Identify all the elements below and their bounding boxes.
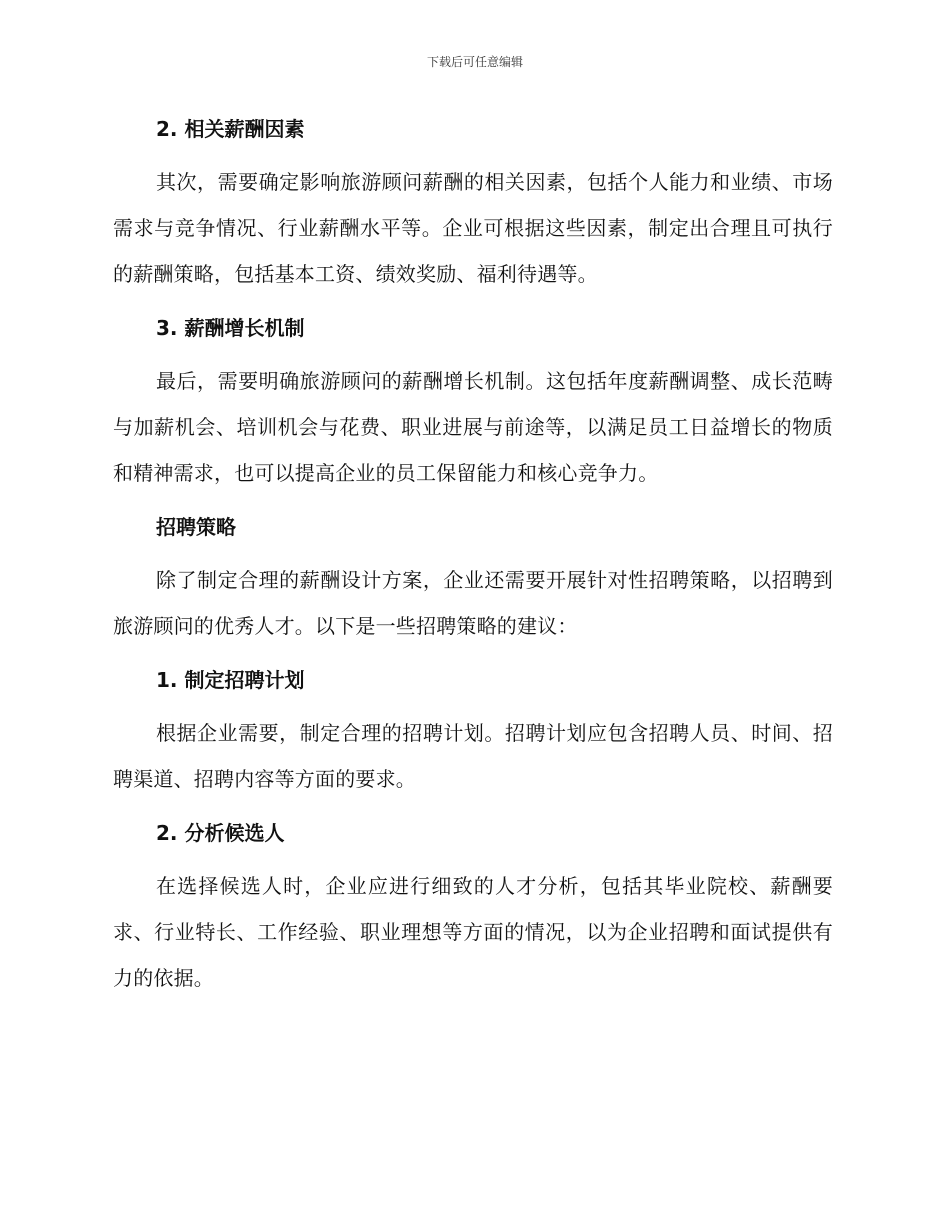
section-paragraph-recruitment-plan: 根据企业需要，制定合理的招聘计划。招聘计划应包含招聘人员、时间、招聘渠道、招聘内容等方面的要求。 [113, 721, 833, 791]
header-note: 下载后可任意编辑 [426, 55, 523, 69]
section-heading-recruitment-plan: 1. 制定招聘计划 [156, 668, 305, 692]
section-paragraph-recruitment-strategy: 除了制定合理的薪酬设计方案，企业还需要开展针对性招聘策略，以招聘到旅游顾问的优秀人才。以下是一些招聘策略的建议： [113, 568, 833, 638]
document-body [113, 112, 833, 1001]
section-heading-salary-factors: 2. 相关薪酬因素 [156, 117, 305, 141]
section-heading-candidate-analysis: 2. 分析候选人 [156, 821, 285, 845]
section-heading-recruitment-strategy: 招聘策略 [156, 515, 236, 539]
section-paragraph-candidate-analysis: 在选择候选人时，企业应进行细致的人才分析，包括其毕业院校、薪酬要求、行业特长、工作经验、职业理想等方面的情况，以为企业招聘和面试提供有力的依据。 [113, 874, 833, 990]
section-paragraph-salary-factors: 其次，需要确定影响旅游顾问薪酬的相关因素，包括个人能力和业绩、市场需求与竞争情况、行业薪酬水平等。企业可根据这些因素，制定出合理且可执行的薪酬策略，包括基本工资、绩效奖励、福利待遇等。 [113, 170, 833, 286]
section-heading-salary-growth: 3. 薪酬增长机制 [156, 316, 305, 340]
section-paragraph-salary-growth: 最后，需要明确旅游顾问的薪酬增长机制。这包括年度薪酬调整、成长范畴与加薪机会、培训机会与花费、职业进展与前途等，以满足员工日益增长的物质和精神需求，也可以提高企业的员工保留能力和核心竞争力。 [113, 369, 833, 485]
